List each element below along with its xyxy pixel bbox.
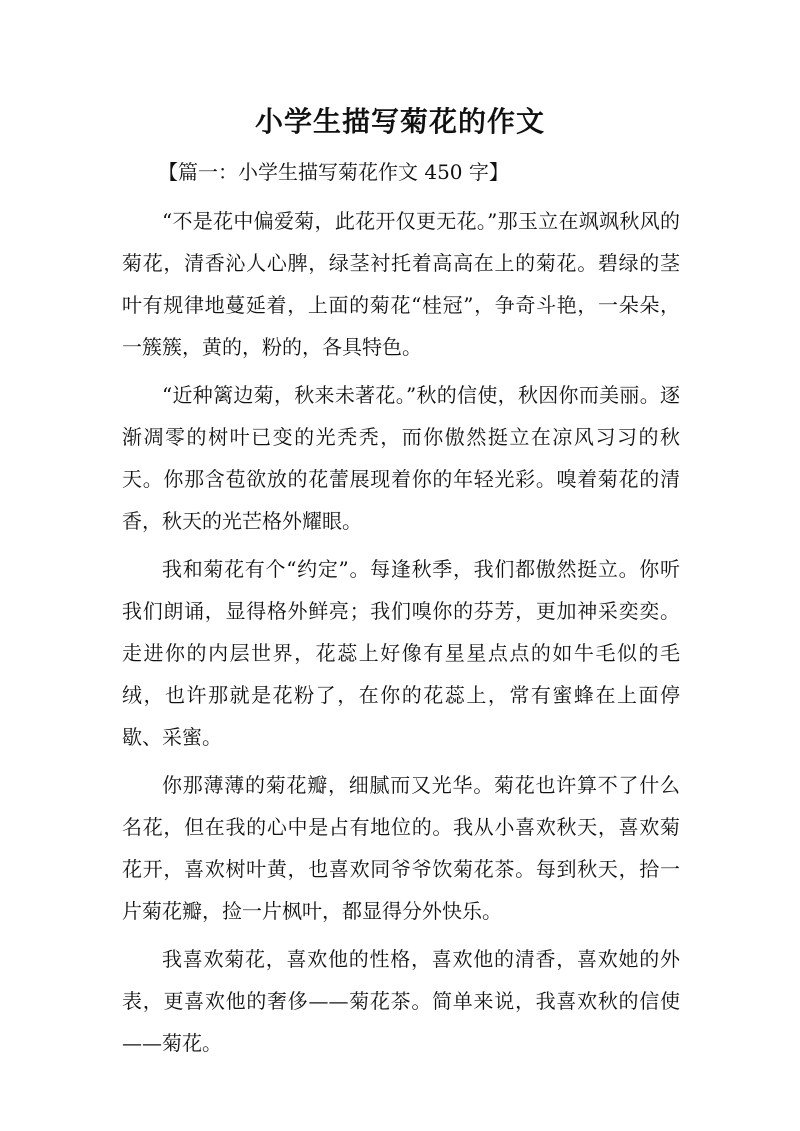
document-title: 小学生描写菊花的作文 [254, 105, 545, 138]
paragraph: “近种篱边菊，秋来未著花。”秋的信使，秋因你而美丽。逐渐凋零的树叶已变的光秃秃，而你傲然挺立在凉风习习的秋天。你那含苞欲放的花蕾展现着你的年轻光彩。嗅着菊花的清香，秋天的光芒格外耀眼。 [122, 383, 680, 533]
essay-body [122, 200, 680, 1064]
paragraph: 我和菊花有个“约定”。每逢秋季，我们都傲然挺立。你听我们朗诵，显得格外鲜亮；我们嗅你的芬芳，更加神采奕奕。走进你的内层世界，花蕊上好像有星星点点的如牛毛似的毛绒，也许那就是花粉了，在你的花蕊上，常有蜜蜂在上面停歇、采蜜。 [122, 557, 680, 749]
paragraph: “不是花中偏爱菊，此花开仅更无花。”那玉立在飒飒秋风的菊花，清香沁人心脾，绿茎衬托着高高在上的菊花。碧绿的茎叶有规律地蔓延着，上面的菊花“桂冠”，争奇斗艳，一朵朵，一簇簇，黄的，粉的，各具特色。 [122, 209, 680, 359]
paragraph: 我喜欢菊花，喜欢他的性格，喜欢他的清香，喜欢她的外表，更喜欢他的奢侈——菊花茶。简单来说，我喜欢秋的信使——菊花。 [122, 947, 680, 1055]
paragraph: 你那薄薄的菊花瓣，细腻而又光华。菊花也许算不了什么名花，但在我的心中是占有地位的。我从小喜欢秋天，喜欢菊花开，喜欢树叶黄，也喜欢同爷爷饮菊花茶。每到秋天，拾一片菊花瓣，捡一片枫叶，都显得分外快乐。 [122, 773, 680, 923]
section-heading: 【篇一：小学生描写菊花作文 450 字】 [158, 160, 509, 184]
